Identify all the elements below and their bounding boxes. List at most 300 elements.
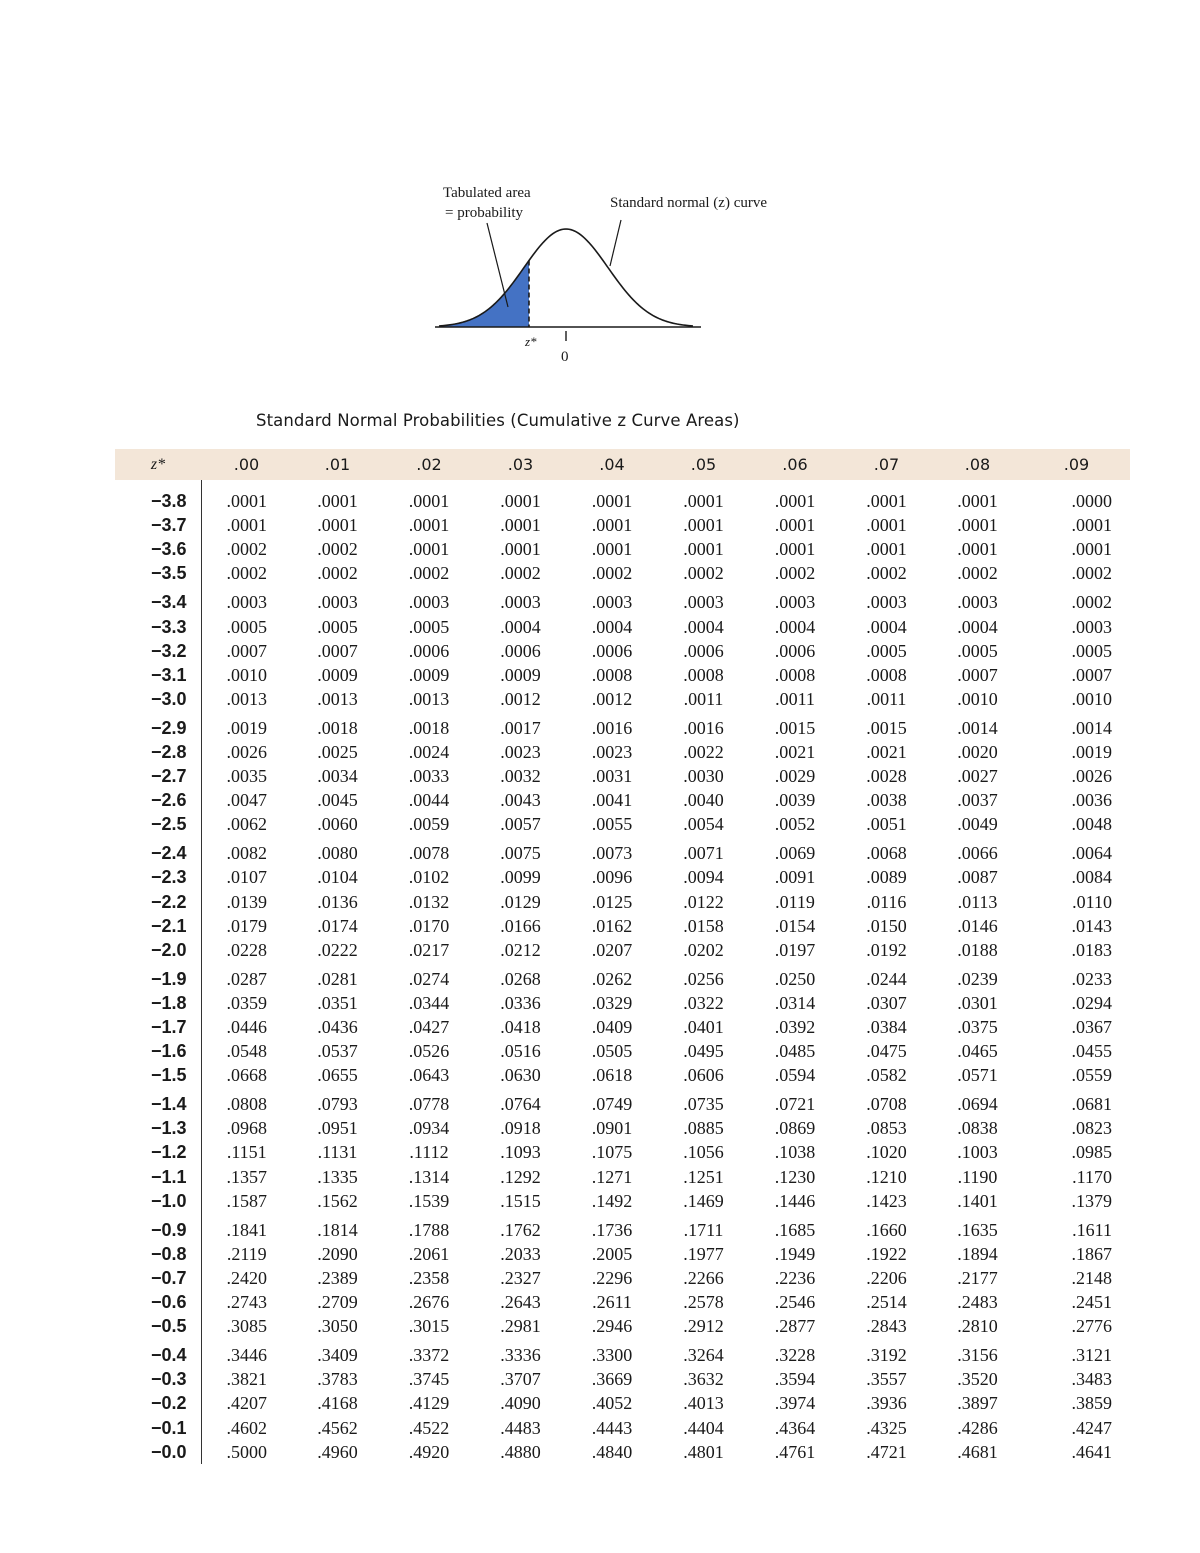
table-row — [115, 938, 1130, 962]
z-value: −1.9 — [115, 962, 201, 991]
probability-cell: .1492 — [591, 1190, 633, 1211]
probability-cell: .0643 — [408, 1065, 450, 1086]
probability-cell: .0375 — [957, 1017, 998, 1038]
z-table — [115, 449, 1131, 1464]
probability-cell: .0048 — [1071, 814, 1112, 835]
probability-cell: .0119 — [775, 891, 815, 912]
probability-cell: .0351 — [317, 992, 358, 1013]
table-row — [115, 1015, 1130, 1039]
probability-cell: .0032 — [500, 766, 541, 787]
probability-cell: .3121 — [1071, 1345, 1112, 1366]
probability-cell: .0002 — [957, 563, 998, 584]
probability-cell: .0051 — [866, 814, 907, 835]
probability-cell: .4404 — [683, 1417, 724, 1438]
probability-cell: .0069 — [774, 843, 816, 864]
probability-cell: .0359 — [226, 992, 267, 1013]
probability-cell: .3974 — [774, 1393, 816, 1414]
probability-cell: .0096 — [591, 867, 633, 888]
table-row — [115, 890, 1130, 914]
probability-cell: .0068 — [866, 843, 907, 864]
probability-cell: .0008 — [866, 664, 907, 685]
probability-cell: .1093 — [500, 1142, 541, 1163]
probability-cell: .0006 — [683, 640, 724, 661]
probability-cell: .0281 — [317, 968, 358, 989]
probability-cell: .2676 — [408, 1292, 450, 1313]
table-row — [115, 865, 1130, 889]
probability-cell: .0003 — [957, 592, 998, 613]
probability-cell: .0024 — [408, 741, 450, 762]
probability-cell: .0035 — [226, 766, 267, 787]
probability-cell: .3050 — [317, 1316, 358, 1337]
table-row — [115, 788, 1130, 812]
probability-cell: .2912 — [683, 1316, 724, 1337]
probability-cell: .0014 — [1071, 717, 1112, 738]
probability-cell: .1075 — [591, 1142, 633, 1163]
probability-cell: .0001 — [408, 515, 450, 536]
z-value: −3.2 — [115, 639, 201, 663]
probability-cell: .0002 — [226, 563, 267, 584]
probability-cell: .2119 — [226, 1243, 267, 1264]
z-value: −2.0 — [115, 938, 201, 962]
probability-cell: .2061 — [408, 1243, 450, 1264]
probability-cell: .2296 — [591, 1267, 633, 1288]
probability-cell: .0037 — [957, 790, 998, 811]
probability-cell: .2546 — [774, 1292, 816, 1313]
probability-cell: .0011 — [683, 688, 724, 709]
probability-cell: .0104 — [317, 867, 358, 888]
probability-cell: .4168 — [317, 1393, 358, 1414]
probability-cell: .0013 — [317, 688, 358, 709]
probability-cell: .0537 — [317, 1041, 358, 1062]
probability-cell: .1469 — [683, 1190, 724, 1211]
probability-cell: .0020 — [957, 741, 998, 762]
probability-cell: .0001 — [1071, 515, 1112, 536]
probability-cell: .0003 — [1071, 616, 1112, 637]
table-row — [115, 687, 1130, 711]
column-header: .08 — [932, 449, 1023, 480]
probability-cell: .0694 — [957, 1094, 998, 1115]
probability-cell: .4801 — [683, 1441, 724, 1462]
column-header: .03 — [475, 449, 566, 480]
probability-cell: .4286 — [957, 1417, 998, 1438]
probability-cell: .0681 — [1071, 1094, 1112, 1115]
probability-cell: .4364 — [774, 1417, 816, 1438]
probability-cell: .0022 — [683, 741, 724, 762]
table-row — [115, 513, 1130, 537]
probability-cell: .0052 — [774, 814, 816, 835]
area-label-line1: Tabulated area — [443, 185, 531, 201]
z-value: −3.3 — [115, 614, 201, 638]
probability-cell: .1841 — [226, 1219, 267, 1240]
probability-cell: .1190 — [957, 1166, 998, 1187]
probability-cell: .0002 — [408, 563, 450, 584]
probability-cell: .1020 — [866, 1142, 907, 1163]
probability-cell: .0001 — [500, 539, 541, 560]
probability-cell: .0409 — [591, 1017, 633, 1038]
probability-cell: .0005 — [408, 616, 450, 637]
probability-cell: .2578 — [683, 1292, 724, 1313]
probability-cell: .2327 — [500, 1267, 541, 1288]
probability-cell: .4483 — [500, 1417, 541, 1438]
zstar-label: z* — [525, 334, 537, 349]
probability-cell: .0005 — [226, 616, 267, 637]
probability-cell: .0465 — [957, 1041, 998, 1062]
table-row — [115, 614, 1130, 638]
probability-cell: .0002 — [591, 563, 633, 584]
probability-cell: .0001 — [591, 491, 633, 512]
probability-cell: .0002 — [866, 563, 907, 584]
table-row — [115, 639, 1130, 663]
probability-cell: .3783 — [317, 1369, 358, 1390]
probability-cell: .0044 — [408, 790, 450, 811]
probability-cell: .0036 — [1071, 790, 1112, 811]
probability-cell: .0217 — [408, 939, 450, 960]
z-value: −3.5 — [115, 561, 201, 585]
table-row — [115, 1415, 1130, 1439]
probability-cell: .0244 — [866, 968, 907, 989]
probability-cell: .0016 — [591, 717, 633, 738]
probability-cell: .0301 — [957, 992, 998, 1013]
z-value: −2.6 — [115, 788, 201, 812]
probability-cell: .1131 — [317, 1142, 358, 1163]
z-value: −3.8 — [115, 480, 201, 513]
probability-cell: .0009 — [500, 664, 541, 685]
probability-cell: .2389 — [317, 1267, 358, 1288]
probability-cell: .0019 — [1071, 741, 1112, 762]
probability-cell: .1271 — [591, 1166, 633, 1187]
probability-cell: .0764 — [500, 1094, 541, 1115]
probability-cell: .0001 — [317, 515, 358, 536]
probability-cell: .0250 — [774, 968, 816, 989]
probability-cell: .0033 — [408, 766, 450, 787]
probability-cell: .1788 — [408, 1219, 450, 1240]
probability-cell: .0007 — [1071, 664, 1112, 685]
probability-cell: .0018 — [408, 717, 450, 738]
probability-cell: .0455 — [1071, 1041, 1112, 1062]
probability-cell: .0102 — [408, 867, 450, 888]
probability-cell: .2266 — [683, 1267, 724, 1288]
probability-cell: .0059 — [408, 814, 450, 835]
probability-cell: .0001 — [500, 515, 541, 536]
normal-curve-figure — [425, 175, 825, 375]
standard-normal-curve — [439, 229, 693, 326]
probability-cell: .0001 — [591, 515, 633, 536]
probability-cell: .3372 — [408, 1345, 450, 1366]
probability-cell: .4920 — [408, 1441, 450, 1462]
z-value: −2.2 — [115, 890, 201, 914]
column-header: .05 — [658, 449, 749, 480]
table-row — [115, 480, 1130, 513]
z-value: −1.5 — [115, 1063, 201, 1087]
probability-cell: .0008 — [774, 664, 816, 685]
probability-cell: .0004 — [500, 616, 541, 637]
probability-cell: .3192 — [866, 1345, 907, 1366]
probability-cell: .2033 — [500, 1243, 541, 1264]
probability-cell: .0010 — [957, 688, 998, 709]
column-header: .09 — [1023, 449, 1130, 480]
probability-cell: .0012 — [591, 688, 633, 709]
probability-cell: .1762 — [500, 1219, 541, 1240]
table-row — [115, 1314, 1130, 1338]
probability-cell: .0571 — [957, 1065, 998, 1086]
probability-cell: .0009 — [408, 664, 450, 685]
probability-cell: .0384 — [866, 1017, 907, 1038]
probability-cell: .0001 — [226, 491, 267, 512]
probability-cell: .0129 — [500, 891, 541, 912]
probability-cell: .0041 — [591, 790, 633, 811]
probability-cell: .0049 — [957, 814, 998, 835]
probability-cell: .0004 — [774, 616, 816, 637]
probability-cell: .2090 — [317, 1243, 358, 1264]
probability-cell: .0125 — [591, 891, 633, 912]
probability-cell: .0003 — [591, 592, 633, 613]
probability-cell: .0013 — [408, 688, 450, 709]
probability-cell: .0336 — [500, 992, 541, 1013]
probability-cell: .0823 — [1071, 1118, 1112, 1139]
probability-cell: .0548 — [226, 1041, 267, 1062]
probability-cell: .3594 — [774, 1369, 816, 1390]
z-value: −2.1 — [115, 914, 201, 938]
probability-cell: .0001 — [774, 491, 816, 512]
column-header: .02 — [383, 449, 475, 480]
probability-cell: .2177 — [957, 1267, 998, 1288]
probability-cell: .0007 — [226, 640, 267, 661]
z-value: −3.1 — [115, 663, 201, 687]
probability-cell: .0084 — [1071, 867, 1112, 888]
probability-cell: .3936 — [866, 1393, 907, 1414]
z-value: −1.4 — [115, 1087, 201, 1116]
probability-cell: .0582 — [866, 1065, 907, 1086]
probability-cell: .0436 — [317, 1017, 358, 1038]
probability-cell: .0516 — [500, 1041, 541, 1062]
probability-cell: .4602 — [226, 1417, 267, 1438]
probability-cell: .1210 — [866, 1166, 907, 1187]
probability-cell: .4960 — [317, 1441, 358, 1462]
probability-cell: .1515 — [500, 1190, 541, 1211]
probability-cell: .0002 — [317, 539, 358, 560]
probability-cell: .0188 — [957, 939, 998, 960]
probability-cell: .0003 — [774, 592, 816, 613]
probability-cell: .0018 — [317, 717, 358, 738]
probability-cell: .0001 — [683, 491, 724, 512]
probability-cell: .0655 — [317, 1065, 358, 1086]
probability-cell: .4443 — [591, 1417, 633, 1438]
probability-cell: .1611 — [1072, 1219, 1112, 1240]
probability-cell: .0329 — [591, 992, 633, 1013]
zero-label: 0 — [561, 349, 569, 365]
probability-cell: .1056 — [683, 1142, 724, 1163]
probability-cell: .1635 — [957, 1219, 998, 1240]
probability-cell: .0107 — [226, 867, 267, 888]
probability-cell: .0060 — [317, 814, 358, 835]
z-value: −0.7 — [115, 1266, 201, 1290]
probability-cell: .0001 — [408, 491, 450, 512]
probability-cell: .0162 — [591, 915, 633, 936]
probability-cell: .4681 — [957, 1441, 998, 1462]
probability-cell: .1894 — [957, 1243, 998, 1264]
probability-cell: .1711 — [683, 1219, 724, 1240]
z-value: −1.2 — [115, 1140, 201, 1164]
probability-cell: .0005 — [317, 616, 358, 637]
probability-cell: .0099 — [500, 867, 541, 888]
table-row — [115, 663, 1130, 687]
probability-cell: .3300 — [591, 1345, 633, 1366]
probability-cell: .0001 — [957, 539, 998, 560]
probability-cell: .0005 — [866, 640, 907, 661]
probability-cell: .0116 — [866, 891, 907, 912]
probability-cell: .0021 — [774, 741, 816, 762]
probability-cell: .4840 — [591, 1441, 633, 1462]
column-header: .01 — [292, 449, 383, 480]
probability-cell: .4129 — [408, 1393, 450, 1414]
probability-cell: .0025 — [317, 741, 358, 762]
probability-cell: .2005 — [591, 1243, 633, 1264]
probability-cell: .0002 — [317, 563, 358, 584]
probability-cell: .0015 — [774, 717, 816, 738]
probability-cell: .1170 — [1072, 1166, 1112, 1187]
probability-cell: .1587 — [226, 1190, 267, 1211]
z-value: −2.9 — [115, 711, 201, 740]
probability-cell: .0002 — [683, 563, 724, 584]
probability-cell: .0132 — [408, 891, 450, 912]
z-value: −0.8 — [115, 1242, 201, 1266]
probability-cell: .2514 — [866, 1292, 907, 1313]
area-label-line2: = probability — [445, 205, 524, 221]
probability-cell: .3264 — [683, 1345, 724, 1366]
probability-cell: .4325 — [866, 1417, 907, 1438]
probability-cell: .0003 — [317, 592, 358, 613]
probability-cell: .0158 — [683, 915, 724, 936]
table-row — [115, 1391, 1130, 1415]
probability-cell: .2877 — [774, 1316, 816, 1337]
z-value: −1.8 — [115, 991, 201, 1015]
column-header: .06 — [749, 449, 841, 480]
probability-cell: .0007 — [957, 664, 998, 685]
probability-cell: .0026 — [226, 741, 267, 762]
probability-cell: .0003 — [683, 592, 724, 613]
probability-cell: .1562 — [317, 1190, 358, 1211]
probability-cell: .0006 — [500, 640, 541, 661]
probability-cell: .3085 — [226, 1316, 267, 1337]
z-value: −2.8 — [115, 740, 201, 764]
probability-cell: .0040 — [683, 790, 724, 811]
probability-cell: .1949 — [774, 1243, 816, 1264]
probability-cell: .0023 — [591, 741, 633, 762]
probability-cell: .0418 — [500, 1017, 541, 1038]
table-row — [115, 740, 1130, 764]
probability-cell: .1867 — [1071, 1243, 1112, 1264]
probability-cell: .0287 — [226, 968, 267, 989]
probability-cell: .0038 — [866, 790, 907, 811]
probability-cell: .0985 — [1071, 1142, 1112, 1163]
normal-curve-diagram — [425, 175, 825, 375]
probability-cell: .4052 — [591, 1393, 633, 1414]
probability-cell: .2843 — [866, 1316, 907, 1337]
probability-cell: .0183 — [1071, 939, 1112, 960]
probability-cell: .0075 — [500, 843, 541, 864]
probability-cell: .0073 — [591, 843, 633, 864]
probability-cell: .0735 — [683, 1094, 724, 1115]
probability-cell: .0001 — [866, 491, 907, 512]
table-row — [115, 991, 1130, 1015]
probability-cell: .1151 — [226, 1142, 267, 1163]
z-value: −0.2 — [115, 1391, 201, 1415]
probability-cell: .0475 — [866, 1041, 907, 1062]
z-value: −1.0 — [115, 1189, 201, 1213]
probability-cell: .1335 — [317, 1166, 358, 1187]
probability-cell: .0630 — [500, 1065, 541, 1086]
z-value: −3.4 — [115, 585, 201, 614]
probability-cell: .0005 — [957, 640, 998, 661]
probability-cell: .1038 — [774, 1142, 816, 1163]
z-value: −2.3 — [115, 865, 201, 889]
table-row — [115, 1165, 1130, 1189]
probability-cell: .0066 — [957, 843, 998, 864]
z-value: −1.3 — [115, 1116, 201, 1140]
probability-cell: .1814 — [317, 1219, 358, 1240]
probability-cell: .1379 — [1071, 1190, 1112, 1211]
probability-cell: .0082 — [226, 843, 267, 864]
probability-cell: .5000 — [226, 1441, 267, 1462]
probability-cell: .4247 — [1071, 1417, 1112, 1438]
probability-cell: .0307 — [866, 992, 907, 1013]
probability-cell: .1357 — [226, 1166, 267, 1187]
probability-cell: .0150 — [866, 915, 907, 936]
probability-cell: .0002 — [1071, 592, 1112, 613]
probability-cell: .0495 — [683, 1041, 724, 1062]
probability-cell: .0256 — [683, 968, 724, 989]
probability-cell: .0170 — [408, 915, 450, 936]
probability-cell: .0618 — [591, 1065, 633, 1086]
table-row — [115, 1063, 1130, 1087]
probability-cell: .0793 — [317, 1094, 358, 1115]
probability-cell: .0017 — [500, 717, 541, 738]
probability-cell: .0006 — [591, 640, 633, 661]
probability-cell: .0559 — [1071, 1065, 1112, 1086]
probability-cell: .0011 — [866, 688, 907, 709]
probability-cell: .0001 — [683, 515, 724, 536]
probability-cell: .2743 — [226, 1292, 267, 1313]
probability-cell: .3446 — [226, 1345, 267, 1366]
probability-cell: .0721 — [774, 1094, 816, 1115]
probability-cell: .2643 — [500, 1292, 541, 1313]
probability-cell: .0055 — [591, 814, 633, 835]
z-value: −0.0 — [115, 1440, 201, 1464]
probability-cell: .3745 — [408, 1369, 450, 1390]
probability-cell: .1251 — [683, 1166, 724, 1187]
probability-cell: .0228 — [226, 939, 267, 960]
probability-cell: .1314 — [408, 1166, 450, 1187]
table-row — [115, 537, 1130, 561]
probability-cell: .4090 — [500, 1393, 541, 1414]
z-value: −2.4 — [115, 836, 201, 865]
probability-cell: .0179 — [226, 915, 267, 936]
probability-cell: .1685 — [774, 1219, 816, 1240]
probability-cell: .0526 — [408, 1041, 450, 1062]
probability-cell: .0001 — [408, 539, 450, 560]
probability-cell: .3707 — [500, 1369, 541, 1390]
probability-cell: .0838 — [957, 1118, 998, 1139]
probability-cell: .0002 — [1071, 563, 1112, 584]
probability-cell: .1292 — [500, 1166, 541, 1187]
probability-cell: .2206 — [866, 1267, 907, 1288]
probability-cell: .0314 — [774, 992, 816, 1013]
probability-cell: .2946 — [591, 1316, 633, 1337]
table-row — [115, 914, 1130, 938]
probability-cell: .0294 — [1071, 992, 1112, 1013]
table-row — [115, 1440, 1130, 1464]
probability-cell: .0039 — [774, 790, 816, 811]
